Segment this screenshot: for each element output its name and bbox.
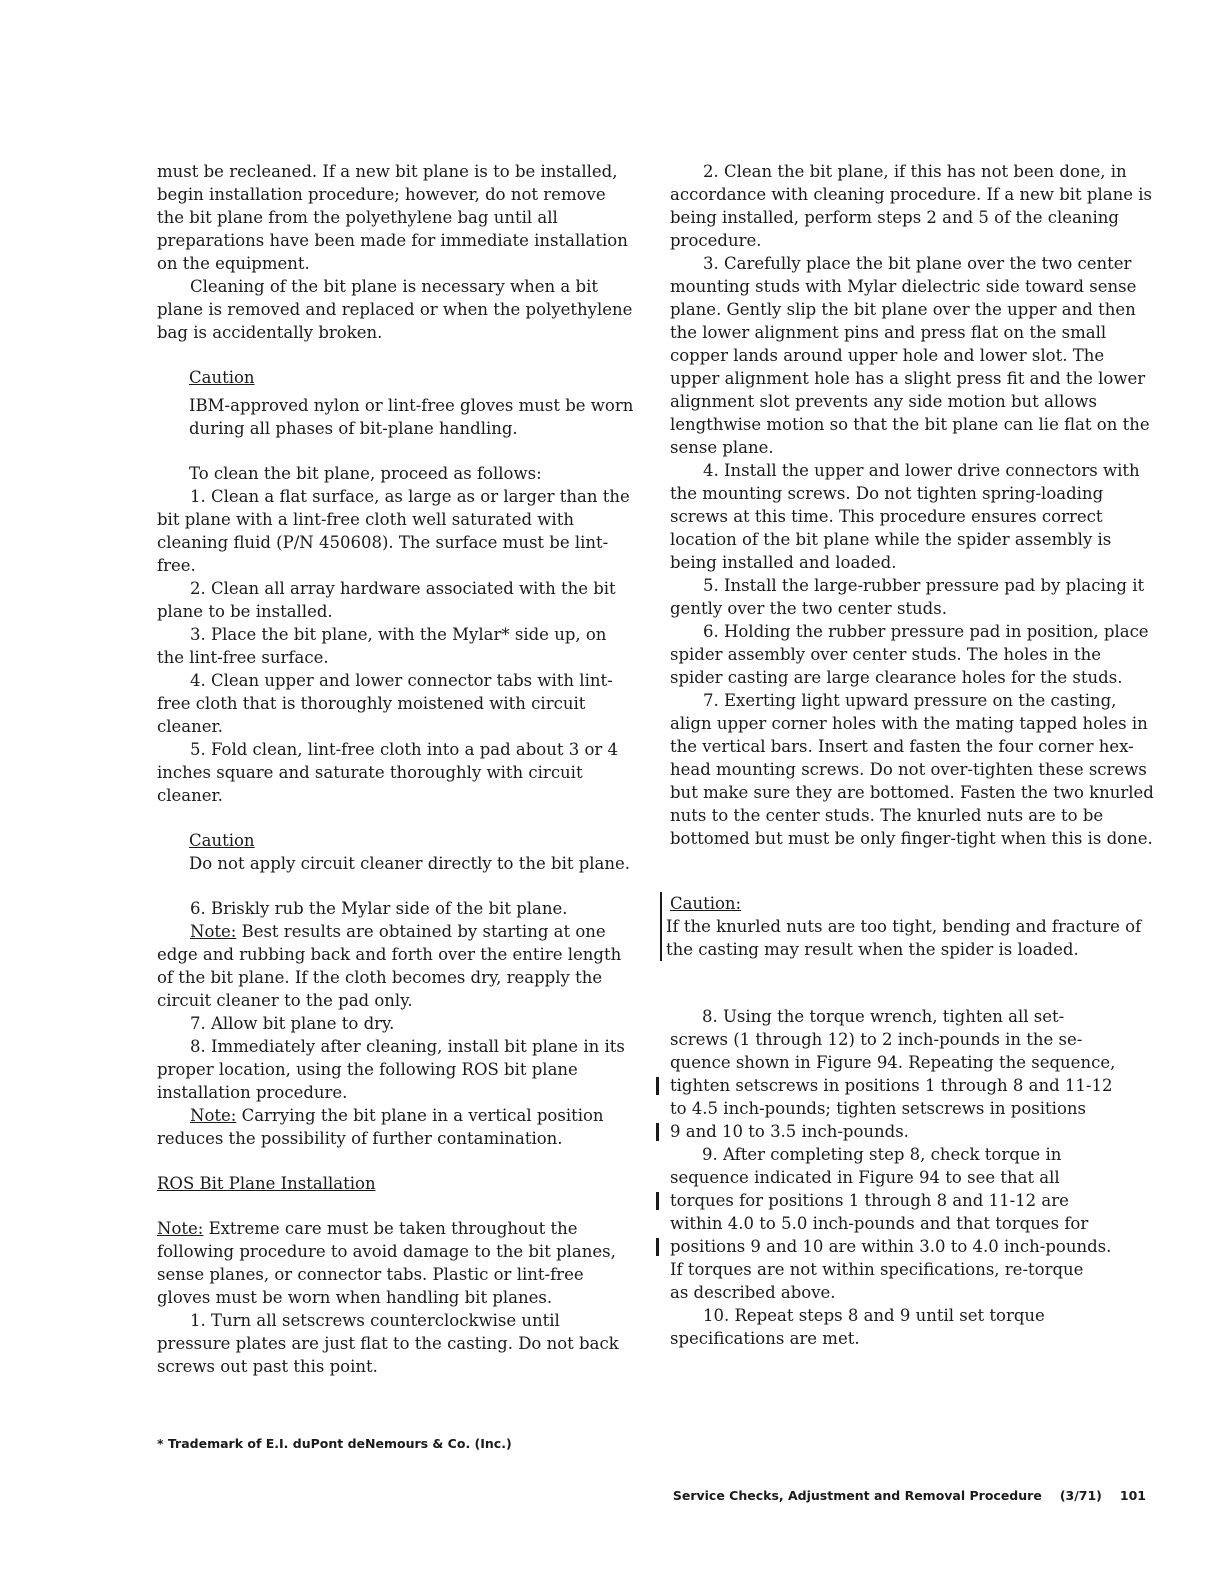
text-line: 9 and 10 to 3.5 inch-pounds. xyxy=(670,1120,1155,1143)
text-line: screws (1 through 12) to 2 inch-pounds in the se- xyxy=(670,1030,1083,1049)
text-line: as described above. xyxy=(670,1283,836,1302)
caution-block xyxy=(157,366,637,440)
list-item: 2. Clean the bit plane, if this has not been done, in accordance with cleaning procedure. If a new bit plane is being installed, perform steps 2 and 5 of the cleaning procedure. xyxy=(670,162,1152,250)
paragraph: Cleaning of the bit plane is necessary when a bit plane is removed and replaced or when the polyethylene bag is accidentally broken. xyxy=(157,277,633,342)
right-column xyxy=(666,160,1155,1350)
caution-text: Do not apply circuit cleaner directly to the bit plane. xyxy=(189,854,631,873)
list-item: 7. Exerting light upward pressure on the casting, align upper corner holes with the mating tapped holes in the vertical bars. Insert and fasten the four corner hex-head mounting screws. Do not over-tighten these screws but make sure they are bottomed. Fasten the two knurled nuts to the center studs. The knurled nuts are to be bottomed but must be only finger-tight when this is done. xyxy=(670,691,1154,848)
page-number: 101 xyxy=(1119,1488,1146,1503)
list-item: 5. Install the large-rubber pressure pad by placing it gently over the two center studs. xyxy=(670,576,1145,618)
clean-intro: To clean the bit plane, proceed as follows: xyxy=(189,464,542,483)
text-line: quence shown in Figure 94. Repeating the sequence, xyxy=(670,1053,1116,1072)
list-item: 1. Clean a flat surface, as large as or larger than the bit plane with a lint-free cloth well saturated with cleaning fluid (P/N 450608). The surface must be lint-free. xyxy=(157,487,630,575)
text-line: positions 9 and 10 are within 3.0 to 4.0 inch-pounds. xyxy=(670,1235,1155,1258)
text-line: torques for positions 1 through 8 and 11-12 are xyxy=(670,1189,1155,1212)
list-item: 3. Carefully place the bit plane over the two center mounting studs with Mylar dielectric side toward sense plane. Gently slip the bit plane over the upper and then the lower alignment pins and press flat on the small copper lands around upper hole and lower slot. The upper alignment hole has a slight press fit and the lower alignment slot prevents any side motion but allows lengthwise motion so that the bit plane can lie flat on the sense plane. xyxy=(670,254,1150,457)
note xyxy=(157,1104,637,1150)
list-item: 5. Fold clean, lint-free cloth into a pad about 3 or 4 inches square and saturate thoroughly with circuit cleaner. xyxy=(157,740,619,805)
note-label: Note: xyxy=(157,1219,204,1238)
footer-date: (3/71) xyxy=(1059,1488,1102,1503)
caution-title: Caution: xyxy=(670,894,742,913)
list-item: 4. Clean upper and lower connector tabs with lint-free cloth that is thoroughly moistened with circuit cleaner. xyxy=(157,671,613,736)
paragraph: must be recleaned. If a new bit plane is to be installed, begin installation procedure; however, do not remove the bit plane from the polyethylene bag until all preparations have been made for immediate installation on the equipment. xyxy=(157,162,628,273)
list-item: 1. Turn all setscrews counterclockwise until pressure plates are just flat to the casting. Do not back screws out past this point. xyxy=(157,1311,619,1376)
list-item: 10. Repeat steps 8 and 9 until set torque specifications are met. xyxy=(670,1306,1045,1348)
section-title: ROS Bit Plane Installation xyxy=(157,1174,376,1193)
step-8 xyxy=(670,1005,1155,1143)
note-text: Best results are obtained by starting at one edge and rubbing back and forth over the entire length of the bit plane. If the cloth becomes dry, reapply the circuit cleaner to the pad only. xyxy=(157,922,622,1010)
note-text: Carrying the bit plane in a vertical position reduces the possibility of further contamination. xyxy=(157,1106,604,1148)
list-item: 7. Allow bit plane to dry. xyxy=(190,1014,395,1033)
list-item: 8. Immediately after cleaning, install bit plane in its proper location, using the following ROS bit plane installation procedure. xyxy=(157,1037,625,1102)
list-item: 6. Holding the rubber pressure pad in position, place spider assembly over center studs. The holes in the spider casting are large clearance holes for the studs. xyxy=(670,622,1149,687)
text-line: If torques are not within specifications, re-torque xyxy=(670,1260,1084,1279)
text-line: to 4.5 inch-pounds; tighten setscrews in positions xyxy=(670,1099,1086,1118)
text-line: within 4.0 to 5.0 inch-pounds and that torques for xyxy=(670,1214,1089,1233)
caution-text: IBM-approved nylon or lint-free gloves must be worn during all phases of bit-plane handling. xyxy=(189,396,634,438)
caution-title: Caution xyxy=(189,831,255,850)
text-line: 9. After completing step 8, check torque in xyxy=(702,1145,1062,1164)
caution-title: Caution xyxy=(189,368,255,387)
note xyxy=(157,920,637,1012)
footnote: * Trademark of E.I. duPont deNemours & Co. (Inc.) xyxy=(157,1436,512,1451)
list-item: 6. Briskly rub the Mylar side of the bit plane. xyxy=(190,899,568,918)
left-column xyxy=(157,160,637,1378)
list-item: 3. Place the bit plane, with the Mylar* side up, on the lint-free surface. xyxy=(157,625,607,667)
text-line: sequence indicated in Figure 94 to see that all xyxy=(670,1168,1060,1187)
note-label: Note: xyxy=(190,922,237,941)
list-item: 2. Clean all array hardware associated with the bit plane to be installed. xyxy=(157,579,616,621)
caution-block xyxy=(660,892,1155,961)
step-9 xyxy=(670,1143,1155,1304)
caution-text: If the knurled nuts are too tight, bending and fracture of the casting may result when the spider is loaded. xyxy=(666,917,1142,959)
note xyxy=(157,1217,637,1309)
note-label: Note: xyxy=(190,1106,237,1125)
text-line: 8. Using the torque wrench, tighten all set- xyxy=(702,1007,1065,1026)
list-item: 4. Install the upper and lower drive connectors with the mounting screws. Do not tighten spring-loading screws at this time. This procedure ensures correct location of the bit plane while the spider assembly is being installed and loaded. xyxy=(670,461,1140,572)
footer-title: Service Checks, Adjustment and Removal Procedure xyxy=(672,1488,1042,1503)
text-line: tighten setscrews in positions 1 through 8 and 11-12 xyxy=(670,1074,1155,1097)
page-footer xyxy=(673,1488,1146,1503)
note-text: Extreme care must be taken throughout the following procedure to avoid damage to the bit planes, sense planes, or connector tabs. Plastic or lint-free gloves must be worn when handling bit planes. xyxy=(157,1219,616,1307)
caution-block xyxy=(157,829,637,875)
